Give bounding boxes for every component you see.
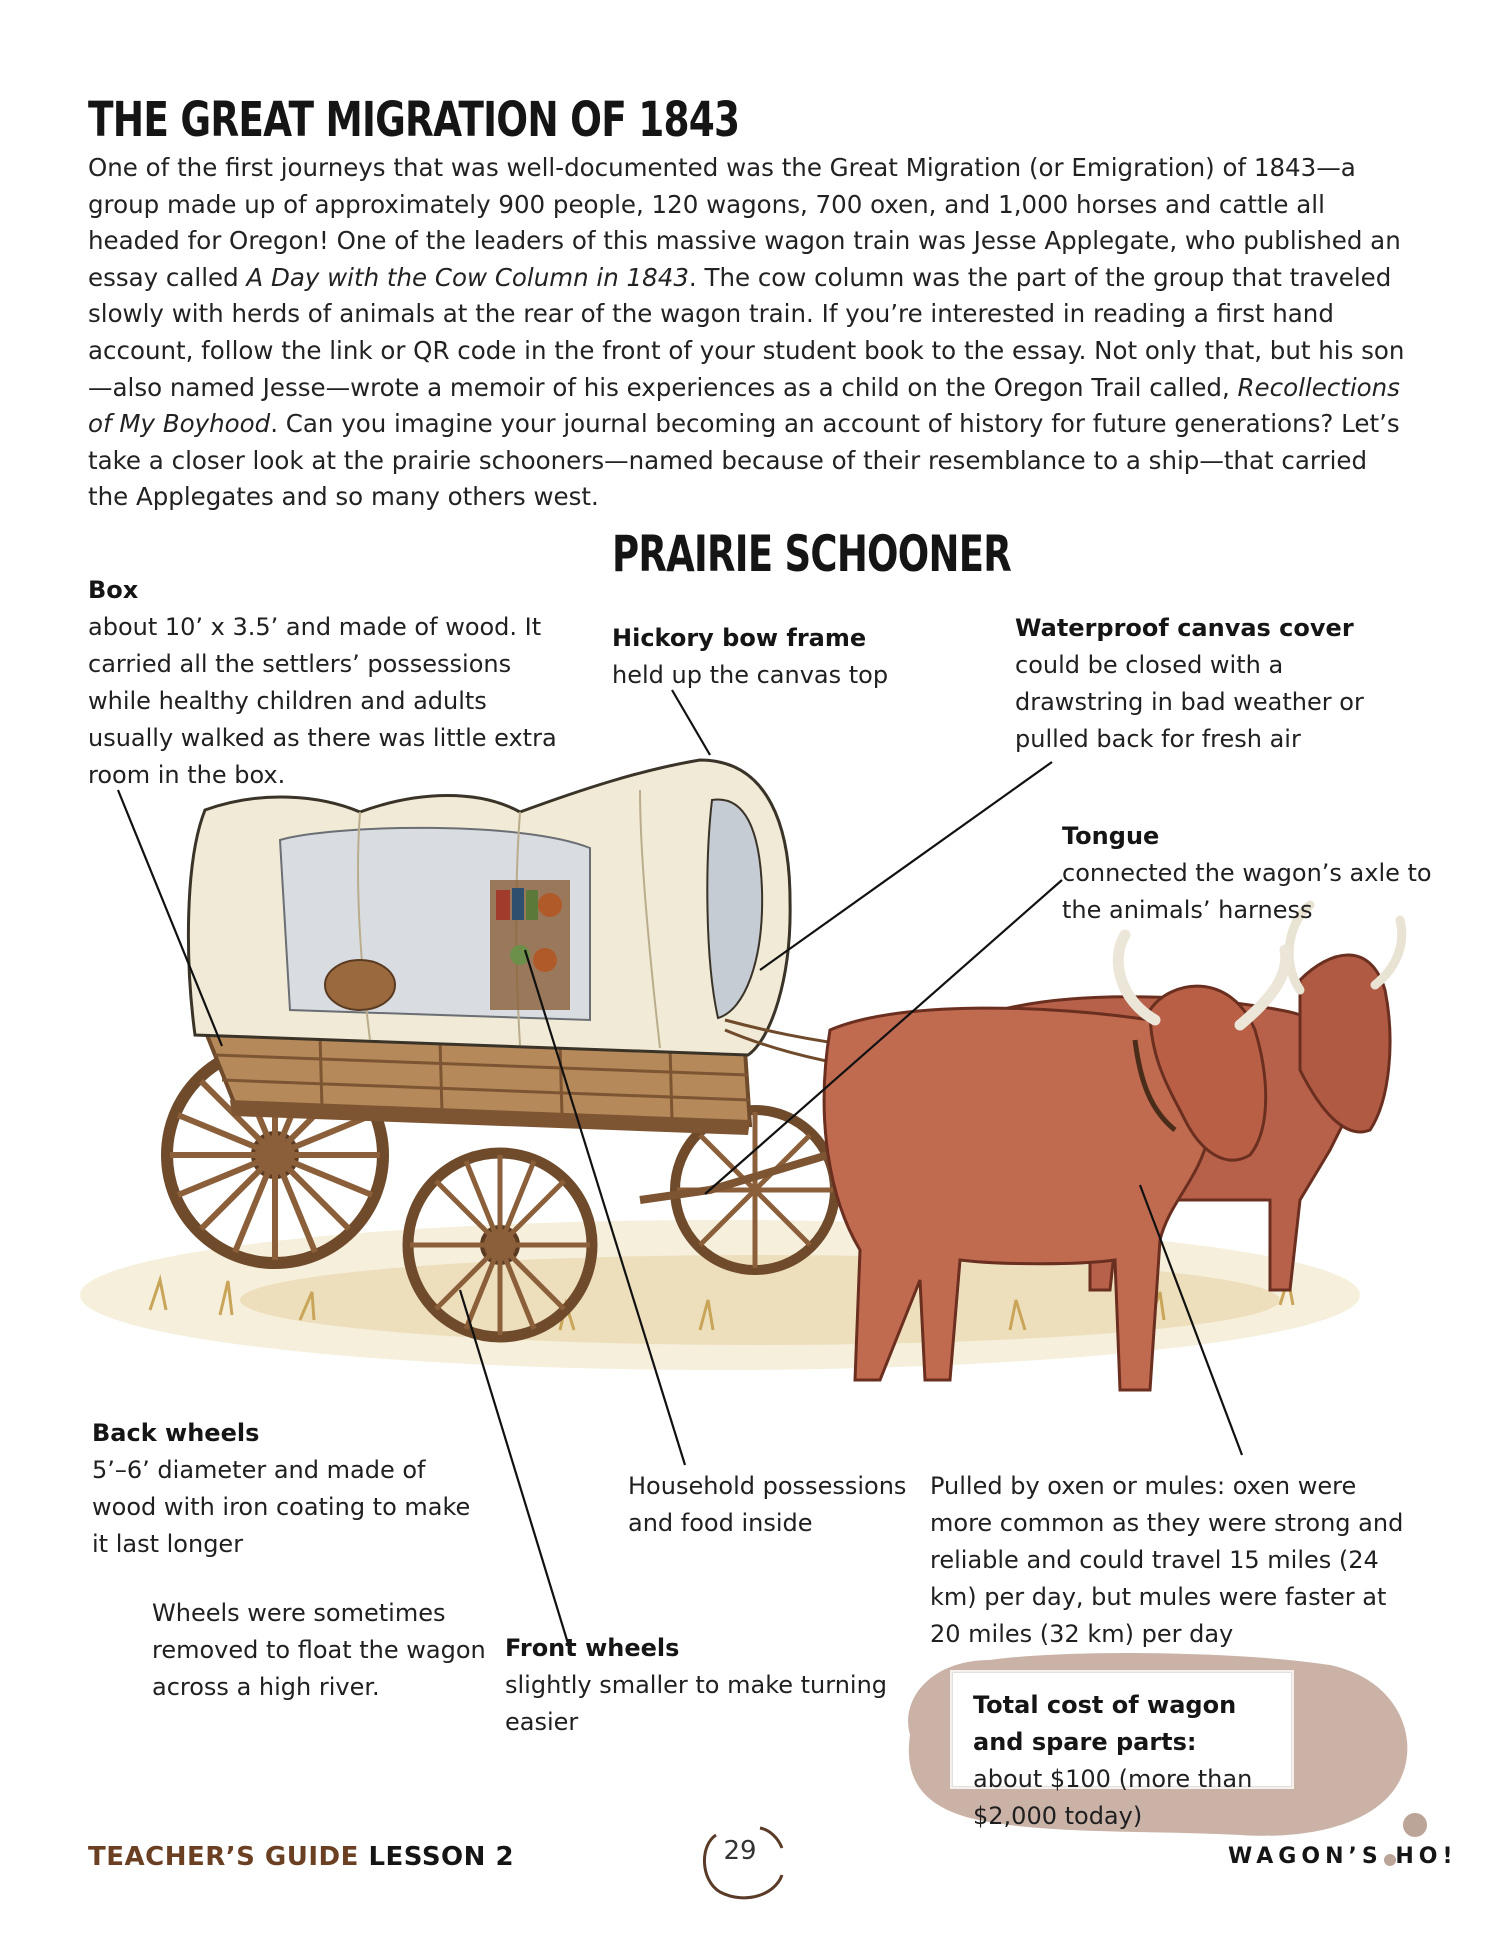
label-tongue-title: Tongue (1062, 822, 1160, 850)
label-front-wheels-text: slightly smaller to make turning easier (505, 1671, 888, 1736)
memoir-title: Recollections of My Boyhood (88, 372, 1400, 439)
label-household: Household possessions and food inside (628, 1472, 907, 1537)
page-number: 29 (723, 1836, 757, 1866)
front-wheel (408, 1153, 592, 1337)
footer-lesson-label: LESSON 2 (368, 1842, 515, 1872)
label-oxen: Pulled by oxen or mules: oxen were more common as they were strong and reliable and could travel 15 miles (24 km) per day, but mules were faster at 20 miles (32 km) per day (930, 1472, 1404, 1648)
cost-box (952, 1672, 1292, 1830)
label-box-title: Box (88, 576, 139, 604)
footer-guide-label: TEACHER’S GUIDE (88, 1842, 359, 1872)
label-tongue (1062, 818, 1442, 929)
cost-box-text: about $100 (more than $2,000 today) (973, 1765, 1253, 1830)
footer-guide (88, 1842, 514, 1872)
label-front-wheels (505, 1630, 905, 1741)
page-title: THE GREAT MIGRATION OF 1843 (88, 92, 740, 148)
diagram-title: PRAIRIE SCHOONER (612, 525, 1011, 583)
label-tongue-text: connected the wagon’s axle to the animals’ harness (1062, 859, 1432, 924)
label-canvas-cover (1015, 610, 1395, 758)
cost-box-title: Total cost of wagon and spare parts: (973, 1691, 1237, 1756)
intro-text-3: . Can you imagine your journal becoming an account of history for future generations? Let’s take a closer look at the prairie schooners—named because of their resemblance to a ship—that carried the Applegates and so many others west. (88, 409, 1400, 512)
essay-title: A Day with the Cow Column in 1843 (246, 262, 689, 292)
label-box (88, 572, 558, 794)
intro-paragraph (88, 150, 1413, 516)
intro-text-1: One of the first journeys that was well-documented was the Great Migration (or Emigration) of 1843—a group made up of approximately 900 people, 120 wagons, 700 oxen, and 1,000 horses and cattle all headed for Oregon! One of the leaders of this massive wagon train was Jesse Applegate, who published an essay called (88, 153, 1401, 292)
intro-text-2: . The cow column was the part of the group that traveled slowly with herds of animals at the rear of the wagon train. If you’re interested in reading a first hand account, follow the link or QR code in the front of your student book to the essay. Not only that, but his son—also named Jesse—wrote a memoir of his experiences as a child on the Oregon Trail called, (88, 262, 1405, 402)
label-back-wheels-title: Back wheels (92, 1419, 260, 1447)
label-bow-frame-text: held up the canvas top (612, 661, 889, 689)
label-bow-frame (612, 620, 942, 694)
label-box-text: about 10’ x 3.5’ and made of wood. It carried all the settlers’ possessions while healthy children and adults usually walked as there was little extra room in the box. (88, 613, 557, 789)
label-front-wheels-title: Front wheels (505, 1634, 680, 1662)
footer-book-title: WAGON’S HO! (1228, 1844, 1458, 1869)
label-canvas-cover-title: Waterproof canvas cover (1015, 614, 1354, 642)
label-back-wheels-text: 5’–6’ diameter and made of wood with iron coating to make it last longer (92, 1456, 471, 1558)
canvas-cover (188, 760, 790, 1055)
label-wheels-note: Wheels were sometimes removed to float the wagon across a high river. (152, 1599, 486, 1701)
label-canvas-cover-text: could be closed with a drawstring in bad weather or pulled back for fresh air (1015, 651, 1364, 753)
label-bow-frame-title: Hickory bow frame (612, 624, 867, 652)
label-back-wheels (92, 1415, 492, 1563)
